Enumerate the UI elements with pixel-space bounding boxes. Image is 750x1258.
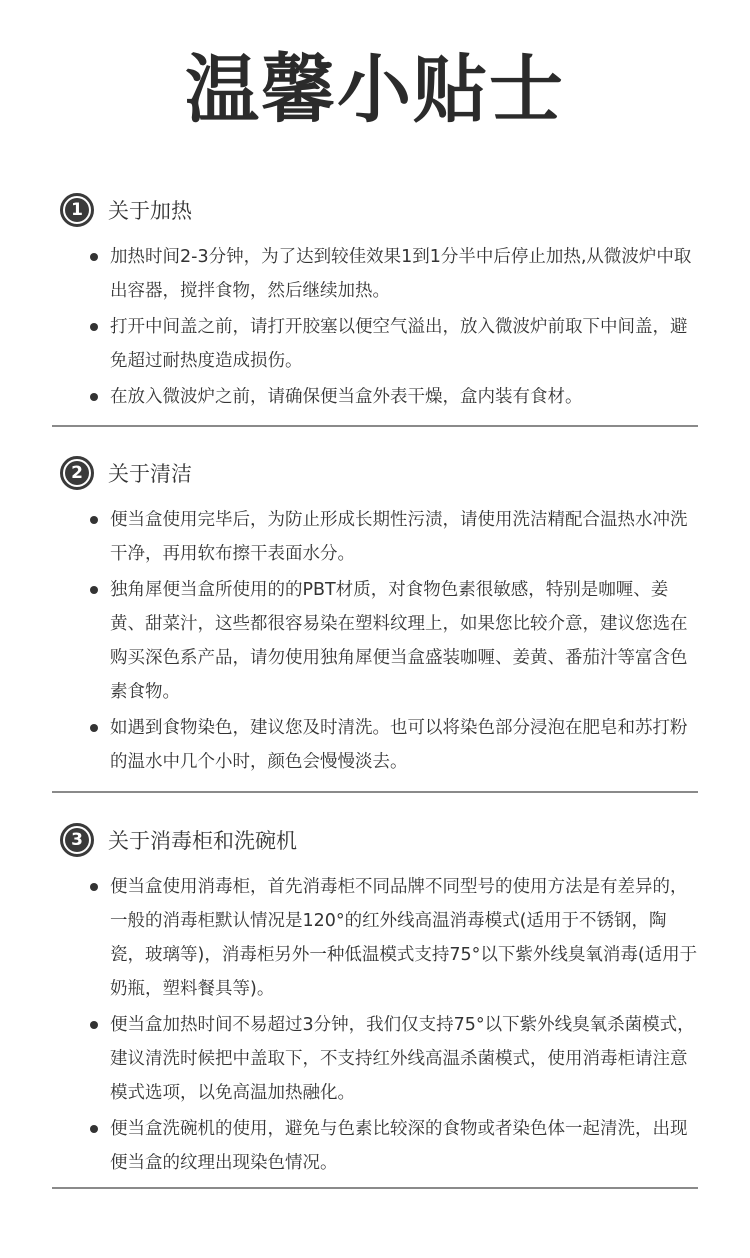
bullet-icon <box>90 1125 98 1133</box>
list-item-text: 在放入微波炉之前，请确保便当盒外表干燥，盒内装有食材。 <box>110 387 583 407</box>
page-title: 温馨小贴士 <box>185 47 565 133</box>
divider <box>52 425 698 427</box>
list-item <box>52 503 698 571</box>
list-item-text: 便当盒使用消毒柜，首先消毒柜不同品牌不同型号的使用方法是有差异的，一般的消毒柜默认情况是120°的红外线高温消毒模式(适用于不锈钢，陶瓷，玻璃等)，消毒柜另外一种低温模式支持75°以下紫外线臭氧消毒(适用于奶瓶，塑料餐具等)。 <box>110 877 698 999</box>
list-item-text: 加热时间2-3分钟，为了达到较佳效果1到1分半中后停止加热,从微波炉中取出容器，搅拌食物，然后继续加热。 <box>110 247 692 301</box>
section-number: 1 <box>65 198 89 222</box>
bullet-icon <box>90 724 98 732</box>
section-number: 3 <box>65 828 89 852</box>
list-item <box>52 711 698 779</box>
list-item <box>52 573 698 709</box>
section-title: 关于清洁 <box>108 462 192 486</box>
list-item-text: 便当盒加热时间不易超过3分钟，我们仅支持75°以下紫外线臭氧杀菌模式，建议清洗时候把中盖取下，不支持红外线高温杀菌模式，使用消毒柜请注意模式选项，以免高温加热融化。 <box>110 1015 695 1103</box>
bullet-icon <box>90 1021 98 1029</box>
section-header <box>52 453 698 493</box>
list-item <box>52 1008 698 1110</box>
section-title: 关于加热 <box>108 199 192 223</box>
section-heating <box>52 190 698 416</box>
list-item <box>52 870 698 1006</box>
section-sterilizer-dishwasher <box>52 820 698 1182</box>
section-cleaning <box>52 453 698 781</box>
list-item-text: 打开中间盖之前，请打开胶塞以便空气溢出，放入微波炉前取下中间盖，避免超过耐热度造成损伤。 <box>110 317 688 371</box>
list-item-text: 独角犀便当盒所使用的的PBT材质，对食物色素很敏感，特别是咖喱、姜黄、甜菜汁，这些都很容易染在塑料纹理上，如果您比较介意，建议您选在购买深色系产品，请勿使用独角犀便当盒盛装咖喱、姜黄、番茄汁等富含色素食物。 <box>110 580 688 702</box>
tips-list <box>52 503 698 779</box>
bullet-icon <box>90 253 98 261</box>
section-title: 关于消毒柜和洗碗机 <box>108 829 297 853</box>
bullet-icon <box>90 586 98 594</box>
number-badge-icon <box>60 193 94 227</box>
number-badge-icon <box>60 456 94 490</box>
bullet-icon <box>90 393 98 401</box>
list-item <box>52 240 698 308</box>
tips-list <box>52 870 698 1180</box>
divider <box>52 1187 698 1189</box>
section-header <box>52 820 698 860</box>
section-header <box>52 190 698 230</box>
bullet-icon <box>90 883 98 891</box>
list-item-text: 如遇到食物染色，建议您及时清洗。也可以将染色部分浸泡在肥皂和苏打粉的温水中几个小时，颜色会慢慢淡去。 <box>110 718 688 772</box>
bullet-icon <box>90 516 98 524</box>
number-badge-icon <box>60 823 94 857</box>
tips-list <box>52 240 698 414</box>
list-item <box>52 310 698 378</box>
divider <box>52 791 698 793</box>
section-number: 2 <box>65 461 89 485</box>
list-item <box>52 380 698 414</box>
list-item <box>52 1112 698 1180</box>
list-item-text: 便当盒洗碗机的使用，避免与色素比较深的食物或者染色体一起清洗，出现便当盒的纹理出现染色情况。 <box>110 1119 688 1173</box>
list-item-text: 便当盒使用完毕后，为防止形成长期性污渍，请使用洗洁精配合温热水冲洗干净，再用软布擦干表面水分。 <box>110 510 688 564</box>
bullet-icon <box>90 323 98 331</box>
